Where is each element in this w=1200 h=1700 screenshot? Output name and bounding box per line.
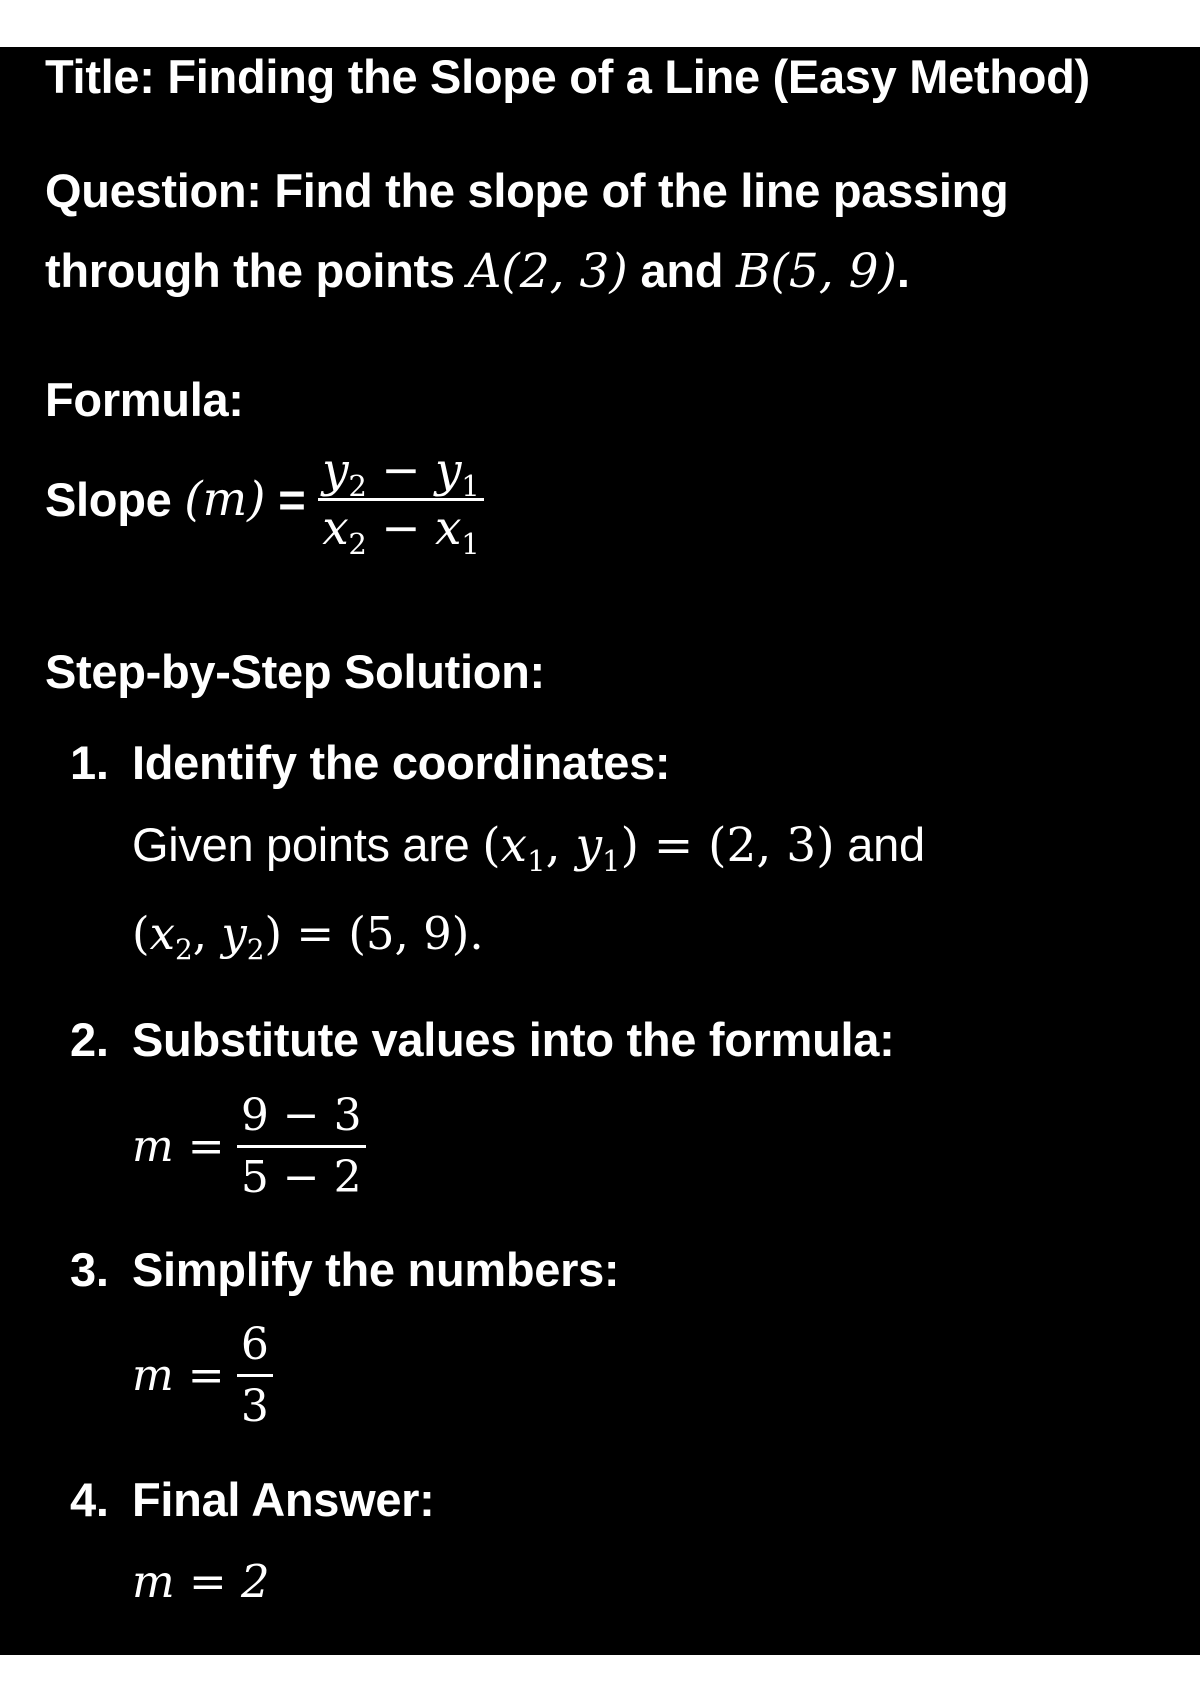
step-3-title: Simplify the numbers: bbox=[132, 1243, 620, 1296]
step-4-number: 4. bbox=[70, 1473, 109, 1526]
step-3-lhs: m = bbox=[132, 1350, 225, 1401]
point-a: A(2, 3) bbox=[467, 244, 628, 299]
question-line-1: Question: Find the slope of the line passing bbox=[45, 164, 1009, 217]
slope-formula bbox=[45, 443, 484, 562]
slope-fraction: $\frac{y_2 - y_1}{x_2 - x_1}$ bbox=[318, 447, 483, 552]
final-answer: m = 2 bbox=[132, 1555, 270, 1608]
step-2-number: 2. bbox=[70, 1013, 109, 1066]
step-1-eq-1: ($x_1$, $y_1) = (2$, 3) bbox=[482, 818, 835, 879]
step-3-fraction bbox=[237, 1319, 273, 1432]
slope-label: Slope bbox=[45, 473, 185, 526]
question-line-2 bbox=[45, 243, 910, 299]
step-1-number: 1. bbox=[70, 736, 109, 789]
page-title: Title: Finding the Slope of a Line (Easy Method) bbox=[45, 50, 1090, 103]
step-1-eq-2: ($x_2$, $y_2) = (5$, 9). bbox=[132, 907, 484, 966]
step-1-text: Given points are bbox=[132, 818, 483, 871]
question-text: through the points bbox=[45, 244, 468, 297]
step-1-and: and bbox=[834, 818, 925, 871]
point-b: B(5, 9) bbox=[735, 244, 897, 299]
step-2-denominator: 5 − 2 bbox=[237, 1145, 366, 1203]
slope-var: (m) bbox=[184, 472, 266, 527]
step-2-title: Substitute values into the formula: bbox=[132, 1013, 895, 1066]
step-2-fraction bbox=[237, 1090, 366, 1203]
step-2-equation bbox=[132, 1090, 366, 1203]
question-period: . bbox=[896, 244, 910, 297]
and-word: and bbox=[627, 244, 736, 297]
solution-heading: Step-by-Step Solution: bbox=[45, 645, 545, 698]
step-2-lhs: m = bbox=[132, 1121, 225, 1172]
formula-heading: Formula: bbox=[45, 373, 244, 426]
step-2-numerator: 9 − 3 bbox=[240, 1090, 362, 1141]
step-3-numerator: 6 bbox=[240, 1319, 269, 1370]
step-1-title: Identify the coordinates: bbox=[132, 736, 671, 789]
step-3-equation bbox=[132, 1319, 273, 1432]
step-3-number: 3. bbox=[70, 1243, 109, 1296]
step-1-line-1 bbox=[132, 817, 925, 879]
step-3-denominator: 3 bbox=[237, 1374, 273, 1432]
solution-card bbox=[0, 47, 1200, 1655]
equals-sign: = bbox=[265, 473, 319, 526]
step-4-title: Final Answer: bbox=[132, 1473, 435, 1526]
